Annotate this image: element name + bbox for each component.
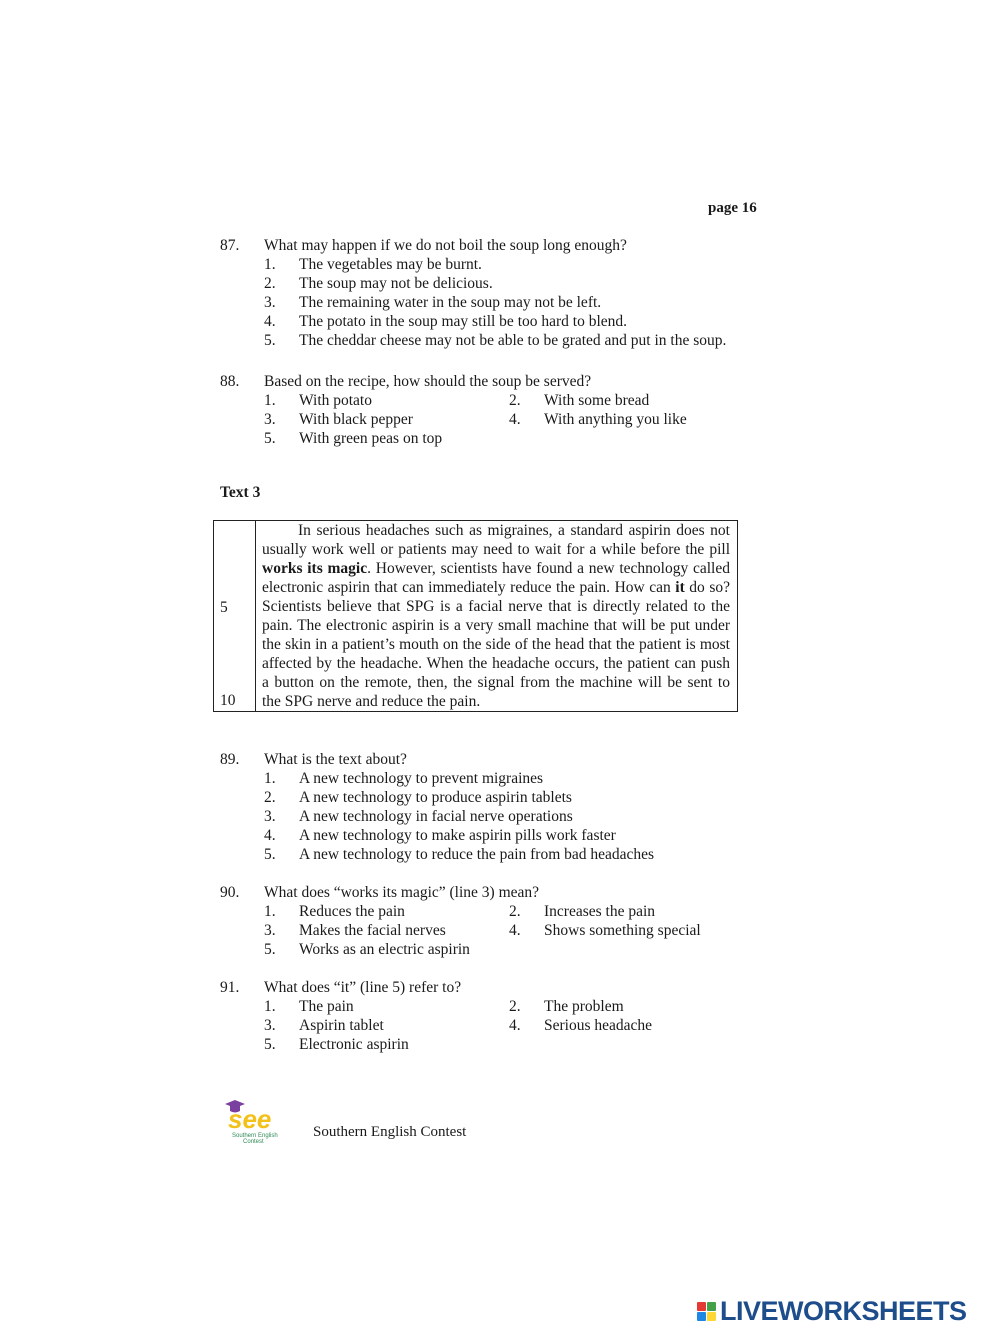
question-stem: What does “it” (line 5) refer to? bbox=[264, 979, 462, 996]
footer-contest-name: Southern English Contest bbox=[313, 1124, 467, 1140]
highlight-phrase: works its magic bbox=[262, 560, 368, 577]
liveworksheets-wordmark: LIVEWORKSHEETS bbox=[720, 1295, 967, 1326]
question-stem: What is the text about? bbox=[264, 751, 407, 768]
svg-text:Contest: Contest bbox=[243, 1139, 264, 1145]
question-number: 90. bbox=[220, 884, 240, 901]
svg-text:see: see bbox=[228, 1104, 272, 1134]
line-number: 5 bbox=[220, 599, 228, 616]
question-stem: What may happen if we do not boil the soup long enough? bbox=[264, 237, 627, 254]
text3-heading: Text 3 bbox=[220, 484, 261, 501]
question-number: 89. bbox=[220, 751, 240, 768]
question-number: 91. bbox=[220, 979, 240, 996]
svg-text:Southern English: Southern English bbox=[232, 1133, 278, 1139]
reading-passage-box bbox=[213, 520, 738, 712]
page-number: page 16 bbox=[708, 200, 757, 216]
line-number-gutter bbox=[214, 521, 256, 711]
passage-text: In serious headaches such as migraines, a standard aspirin does not usually work well or patients may need to wait for a while before the pill works its magic. However, scientists have found a new technology called electronic aspirin that can immediately reduce the pain. How can it do so? Scientists believe that SPG is a facial nerve that is directly related to the pain. The electronic aspirin is a very small machine that will be put under the skin in a patient’s mouth on the side of the head that the patient is most affected by the headache. When the headache occurs, the patient can push a button on the remote, then, the signal from the machine will be sent to the SPG nerve and reduce the pain. bbox=[262, 522, 730, 710]
line-number: 10 bbox=[220, 692, 236, 709]
question-stem: Based on the recipe, how should the soup be served? bbox=[264, 373, 592, 390]
see-logo bbox=[223, 1098, 285, 1146]
liveworksheets-watermark bbox=[697, 1296, 967, 1326]
question-stem: What does “works its magic” (line 3) mean? bbox=[264, 884, 540, 901]
question-number: 88. bbox=[220, 373, 240, 390]
question-number: 87. bbox=[220, 237, 240, 254]
highlight-word: it bbox=[675, 579, 685, 596]
liveworksheets-logo-icon bbox=[697, 1302, 716, 1321]
